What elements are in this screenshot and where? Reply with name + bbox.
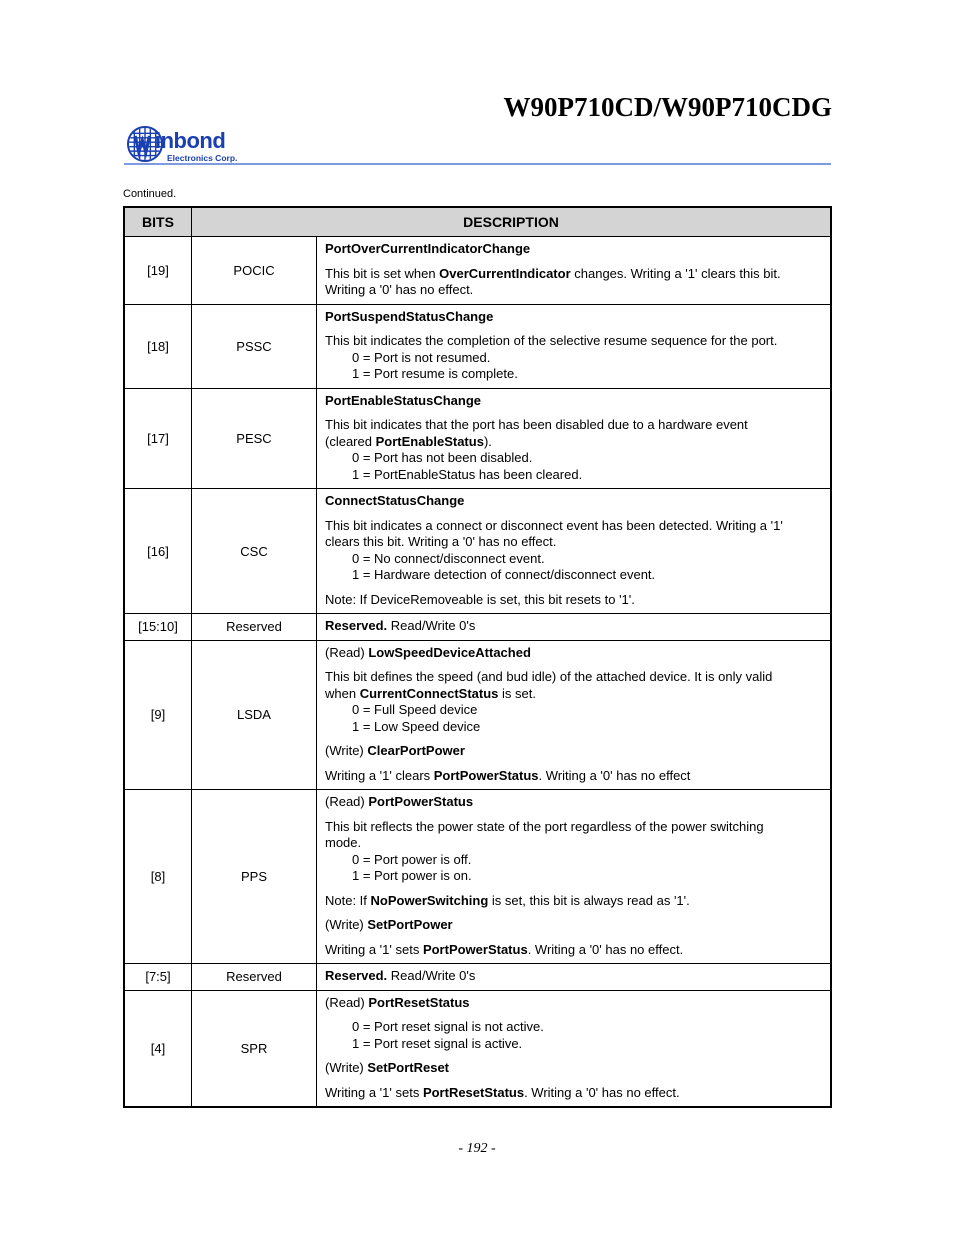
bits-cell: [7:5]	[124, 964, 192, 991]
description-cell	[317, 237, 832, 305]
document-title: W90P710CD/W90P710CDG	[503, 92, 832, 122]
bits-cell: [4]	[124, 990, 192, 1107]
table-row	[124, 614, 831, 641]
description-cell	[317, 640, 832, 790]
desc-bold: CurrentConnectStatus	[359, 685, 499, 701]
field-title: ConnectStatusChange	[325, 493, 465, 508]
description-cell	[317, 614, 832, 641]
table-row	[124, 640, 831, 790]
desc-text: Read/Write 0's	[387, 968, 476, 983]
table-row	[124, 990, 831, 1107]
desc-bold: OverCurrentIndicator	[439, 265, 571, 281]
field-name-cell: PSSC	[192, 304, 317, 388]
value-1: 1 = Hardware detection of connect/disconnect event.	[352, 567, 656, 582]
table-row	[124, 964, 831, 991]
value-0: 0 = Port power is off.	[352, 851, 472, 867]
desc-text: This bit indicates that the port has been disabled due to a hardware event	[325, 417, 748, 432]
logo-brand-text: inbond	[155, 128, 226, 153]
header-rule	[124, 163, 831, 165]
desc-text: This bit defines the speed (and bud idle) of the attached device. It is only valid	[325, 669, 773, 684]
bits-cell: [9]	[124, 640, 192, 790]
reserved-label: Reserved.	[325, 968, 388, 983]
desc-text: Writing a '1' sets	[325, 941, 423, 957]
field-name-cell: Reserved	[192, 614, 317, 641]
desc-text: This bit is set when	[325, 265, 440, 281]
value-0: 0 = Port is not resumed.	[352, 349, 491, 365]
desc-bold: NoPowerSwitching	[370, 892, 489, 908]
table-row	[124, 388, 831, 489]
table-header-row	[124, 207, 831, 237]
field-name-cell: LSDA	[192, 640, 317, 790]
field-name-cell: PPS	[192, 790, 317, 964]
field-title: PortOverCurrentIndicatorChange	[325, 241, 531, 256]
field-title: ClearPortPower	[367, 743, 465, 758]
desc-text: Writing a '1' clears	[325, 767, 434, 783]
desc-text: changes. Writing a '1' clears this bit.	[570, 265, 781, 281]
desc-text: This bit reflects the power state of the port regardless of the power switching	[325, 818, 764, 834]
value-0: 0 = Port reset signal is not active.	[352, 1019, 544, 1034]
note-text: is set, this bit is always read as '1'.	[488, 892, 690, 908]
field-name-cell: CSC	[192, 489, 317, 614]
desc-text: when	[325, 685, 360, 701]
description-cell	[317, 304, 832, 388]
field-title: PortPowerStatus	[368, 794, 474, 809]
desc-text: clears this bit. Writing a '0' has no effect.	[325, 534, 557, 549]
desc-text: (Read)	[325, 794, 369, 809]
field-title: LowSpeedDeviceAttached	[368, 644, 531, 660]
continued-label: Continued.	[123, 188, 177, 200]
desc-text: (Write)	[325, 743, 368, 758]
bits-cell: [18]	[124, 304, 192, 388]
note-text: Note: If DeviceRemoveable is set, this bit resets to '1'.	[325, 591, 635, 607]
desc-text: This bit indicates a connect or disconnect event has been detected. Writing a '1'	[325, 517, 783, 533]
value-0: 0 = No connect/disconnect event.	[352, 550, 545, 566]
table-row	[124, 489, 831, 614]
field-name-cell: SPR	[192, 990, 317, 1107]
field-name-cell: Reserved	[192, 964, 317, 991]
logo-subtitle: Electronics Corp.	[167, 153, 238, 163]
value-0: 0 = Full Speed device	[352, 702, 478, 717]
description-header: DESCRIPTION	[192, 207, 832, 237]
desc-text: (Write)	[325, 917, 368, 932]
desc-text: . Writing a '0' has no effect.	[527, 941, 684, 957]
bits-cell: [15:10]	[124, 614, 192, 641]
value-0: 0 = Port has not been disabled.	[352, 450, 533, 465]
bits-header: BITS	[124, 207, 192, 237]
desc-text: Read/Write 0's	[387, 618, 476, 633]
register-table	[123, 206, 832, 1108]
value-1: 1 = PortEnableStatus has been cleared.	[352, 466, 583, 482]
field-name-cell: POCIC	[192, 237, 317, 305]
bits-cell: [16]	[124, 489, 192, 614]
value-1: 1 = Low Speed device	[352, 718, 481, 734]
field-name-cell: PESC	[192, 388, 317, 489]
field-title: SetPortPower	[367, 917, 453, 932]
desc-text: Writing a '0' has no effect.	[325, 282, 474, 297]
table-row	[124, 790, 831, 964]
desc-text: . Writing a '0' has no effect	[538, 767, 691, 783]
desc-text: (Read)	[325, 644, 369, 660]
bits-cell: [17]	[124, 388, 192, 489]
field-title: PortResetStatus	[368, 994, 470, 1010]
value-1: 1 = Port power is on.	[352, 868, 472, 883]
table-row	[124, 237, 831, 305]
field-title: PortSuspendStatusChange	[325, 308, 494, 324]
reserved-label: Reserved.	[325, 618, 388, 633]
desc-text: Writing a '1' sets	[325, 1084, 423, 1100]
description-cell	[317, 489, 832, 614]
desc-bold: PortPowerStatus	[422, 941, 528, 957]
description-cell	[317, 388, 832, 489]
desc-text: . Writing a '0' has no effect.	[524, 1084, 680, 1100]
desc-text: This bit indicates the completion of the selective resume sequence for the port.	[325, 333, 778, 348]
description-cell	[317, 964, 832, 991]
desc-bold: PortPowerStatus	[433, 767, 539, 783]
table-row	[124, 304, 831, 388]
bits-cell: [8]	[124, 790, 192, 964]
bits-cell: [19]	[124, 237, 192, 305]
field-title: SetPortReset	[367, 1060, 450, 1075]
desc-text: mode.	[325, 835, 362, 850]
desc-text: (Write)	[325, 1060, 368, 1075]
value-1: 1 = Port reset signal is active.	[352, 1035, 523, 1051]
note-text: Note: If	[325, 892, 371, 908]
description-cell	[317, 790, 832, 964]
description-cell	[317, 990, 832, 1107]
desc-bold: PortResetStatus	[422, 1084, 525, 1100]
desc-bold: PortEnableStatus	[375, 433, 484, 449]
page-number: - 192 -	[458, 1141, 496, 1156]
desc-text: (Read)	[325, 994, 369, 1010]
desc-text: (cleared	[325, 433, 376, 449]
winbond-logo	[127, 126, 252, 166]
desc-text: ).	[483, 433, 492, 449]
value-1: 1 = Port resume is complete.	[352, 366, 518, 381]
field-title: PortEnableStatusChange	[325, 392, 482, 408]
desc-text: is set.	[498, 685, 536, 701]
